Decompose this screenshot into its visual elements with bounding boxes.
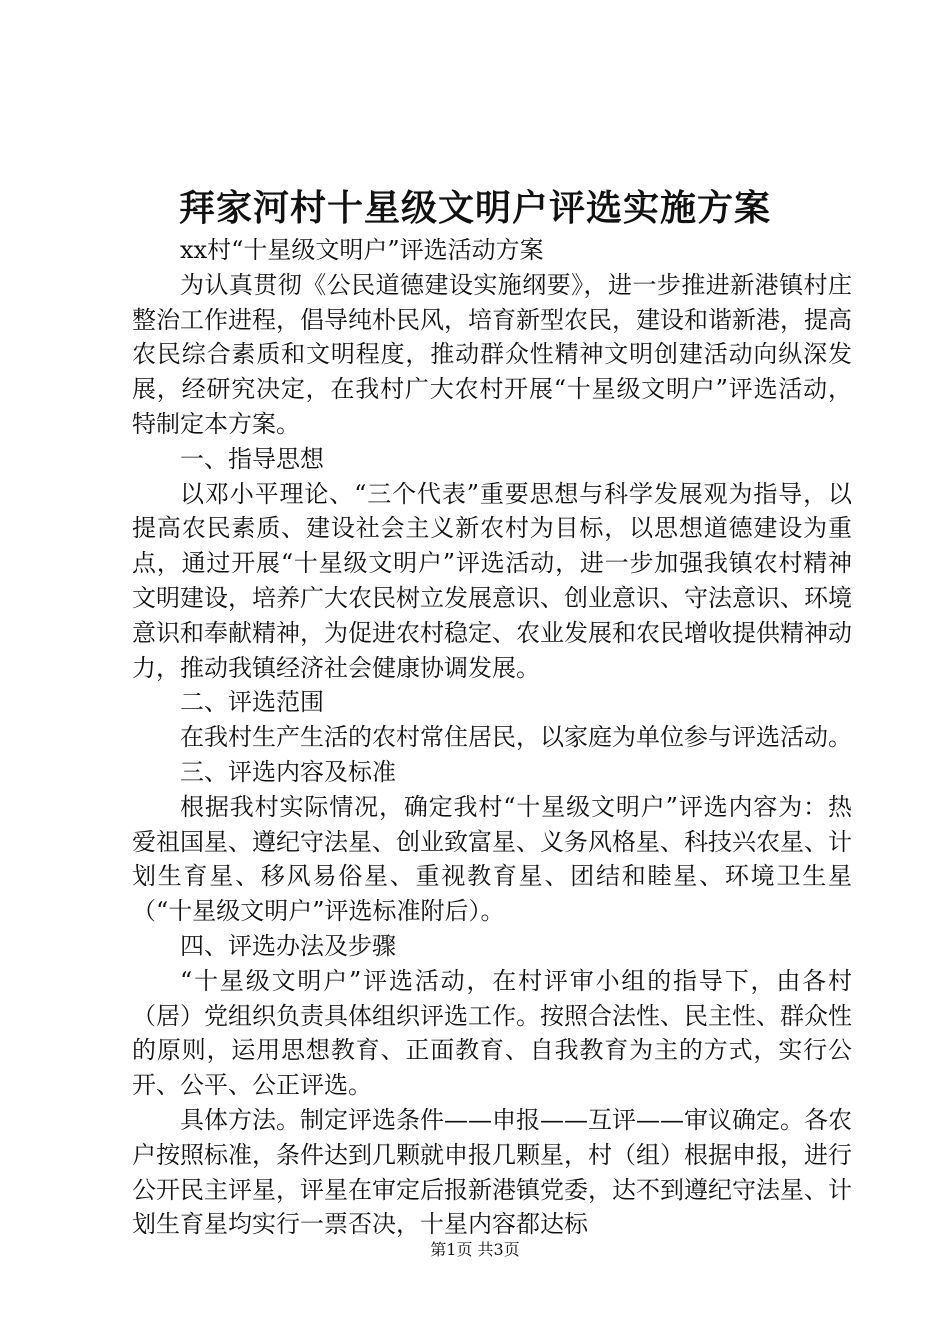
paragraph-scope: 在我村生产生活的农村常住居民，以家庭为单位参与评选活动。 (180, 723, 852, 752)
paragraph-methods-steps: “十星级文明户”评选活动，在村评审小组的指导下，由各村（居）党组织负责具体组织评选工作。按照合法性、民主性、群众性的原则，运用思想教育、正面教育、自我教育为主的方式，实行公开、公平、公正评选。 (132, 966, 852, 1100)
section-heading-methods-steps: 四、评选办法及步骤 (180, 931, 396, 960)
paragraph-specific-methods: 具体方法。制定评选条件——申报——互评——审议确定。各农户按照标准，条件达到几颗就申报几颗星，村（组）根据申报，进行公开民主评星，评星在审定后报新港镇党委，达不到遵纪守法星、计划生育星均实行一票否决，十星内容都达标 (132, 1105, 852, 1239)
page-footer: 第1页 共3页 (430, 1240, 520, 1259)
paragraph-content-standards: 根据我村实际情况，确定我村“十星级文明户”评选内容为：热爱祖国星、遵纪守法星、创业致富星、义务风格星、科技兴农星、计划生育星、移风易俗星、重视教育星、团结和睦星、环境卫生星（“十星级文明户”评选标准附后）。 (132, 792, 852, 926)
document-title: 拜家河村十星级文明户评选实施方案 (178, 187, 771, 229)
paragraph-intro: 为认真贯彻《公民道德建设实施纲要》，进一步推进新港镇村庄整治工作进程，倡导纯朴民风，培育新型农民，建设和谐新港，提高农民综合素质和文明程度，推动群众性精神文明创建活动向纵深发展，经研究决定，在我村广大农村开展“十星级文明户”评选活动，特制定本方案。 (132, 270, 852, 438)
section-heading-guiding-ideology: 一、指导思想 (180, 444, 324, 473)
section-heading-scope: 二、评选范围 (180, 688, 324, 717)
section-heading-content-standards: 三、评选内容及标准 (180, 757, 396, 786)
document-body (132, 233, 852, 1242)
paragraph-guiding-ideology: 以邓小平理论、“三个代表”重要思想与科学发展观为指导，以提高农民素质、建设社会主义新农村为目标，以思想道德建设为重点，通过开展“十星级文明户”评选活动，进一步加强我镇农村精神文明建设，培养广大农民树立发展意识、创业意识、守法意识、环境意识和奉献精神，为促进农村稳定、农业发展和农民增收提供精神动力，推动我镇经济社会健康协调发展。 (132, 479, 852, 682)
paragraph-subtitle: xx村“十星级文明户”评选活动方案 (180, 236, 544, 264)
